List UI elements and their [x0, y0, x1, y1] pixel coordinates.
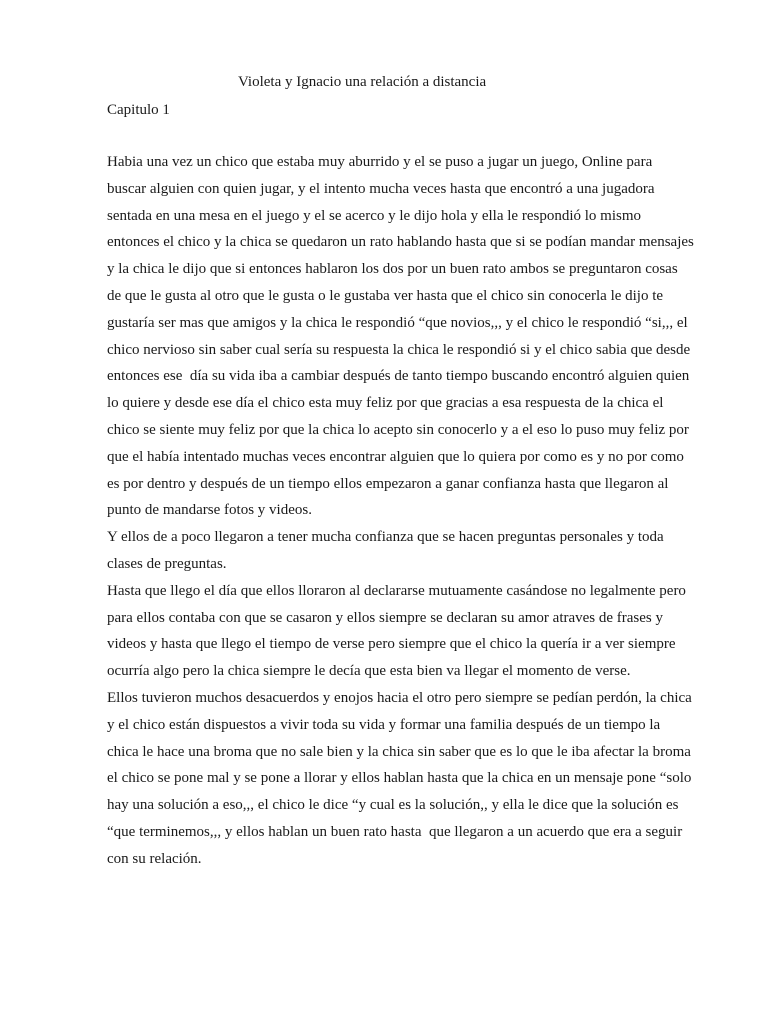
text-line: el chico se pone mal y se pone a llorar y ellos hablan hasta que la chica en un mensaje pone “solo: [107, 770, 692, 787]
text-line: lo quiere y desde ese día el chico esta muy feliz por que gracias a esa respuesta de la chica el: [107, 395, 664, 412]
text-line: Hasta que llego el día que ellos lloraron al declararse mutuamente casándose no legalmente pero: [107, 582, 686, 599]
text-line: chico nervioso sin saber cual sería su respuesta la chica le respondió si y el chico sabia que desde: [107, 341, 691, 358]
text-line: Ellos tuvieron muchos desacuerdos y enojos hacia el otro pero siempre se pedían perdón, la chica: [107, 689, 692, 706]
text-line: “que terminemos,,, y ellos hablan un buen rato hasta que llegaron a un acuerdo que era a seguir: [107, 823, 683, 840]
text-line: sentada en una mesa en el juego y el se acerco y le dijo hola y ella le respondió lo mismo: [107, 207, 641, 224]
body-text: [107, 149, 747, 873]
text-line: ocurría algo pero la chica siempre le decía que esta bien va llegar el momento de verse.: [107, 663, 631, 680]
text-line: que el había intentado muchas veces encontrar alguien que lo quiera por como es y no por como: [107, 448, 684, 465]
text-line: chica le hace una broma que no sale bien y la chica sin saber que es lo que le iba afectar la broma: [107, 743, 691, 760]
text-line: entonces el chico y la chica se quedaron un rato hablando hasta que si se podían mandar mensajes: [107, 234, 694, 251]
document-title: Violeta y Ignacio una relación a distancia: [238, 74, 487, 90]
text-line: hay una solución a eso,,, el chico le dice “y cual es la solución,, y ella le dice que la solución es: [107, 797, 679, 814]
text-line: gustaría ser mas que amigos y la chica le respondió “que novios,,, y el chico le respondió “si,,, el: [107, 314, 688, 331]
text-line: punto de mandarse fotos y videos.: [107, 502, 312, 519]
text-line: videos y hasta que llego el tiempo de verse pero siempre que el chico la quería ir a ver siempre: [107, 636, 676, 653]
chapter-heading: Capitulo 1: [107, 102, 170, 118]
text-line: buscar alguien con quien jugar, y el intento mucha veces hasta que encontró a una jugadora: [107, 180, 655, 197]
text-line: es por dentro y después de un tiempo ellos empezaron a ganar confianza hasta que llegaron al: [107, 475, 669, 492]
text-line: clases de preguntas.: [107, 555, 227, 572]
text-line: y la chica le dijo que si entonces hablaron los dos por un buen rato ambos se preguntaron cosas: [107, 261, 678, 278]
text-line: para ellos contaba con que se casaron y ellos siempre se declaran su amor atraves de frases y: [107, 609, 664, 626]
text-line: y el chico están dispuestos a vivir toda su vida y formar una familia después de un tiempo la: [107, 716, 661, 733]
text-line: entonces ese día su vida iba a cambiar después de tanto tiempo buscando encontró alguien quien: [107, 368, 690, 385]
text-line: de que le gusta al otro que le gusta o le gustaba ver hasta que el chico sin conocerla le dijo te: [107, 287, 664, 304]
text-line: Y ellos de a poco llegaron a tener mucha confianza que se hacen preguntas personales y toda: [107, 529, 664, 546]
text-line: chico se siente muy feliz por que la chica lo acepto sin conocerlo y a el eso lo puso muy feliz por: [107, 421, 689, 438]
text-line: con su relación.: [107, 850, 202, 867]
text-line: Habia una vez un chico que estaba muy aburrido y el se puso a jugar un juego, Online para: [107, 154, 653, 170]
